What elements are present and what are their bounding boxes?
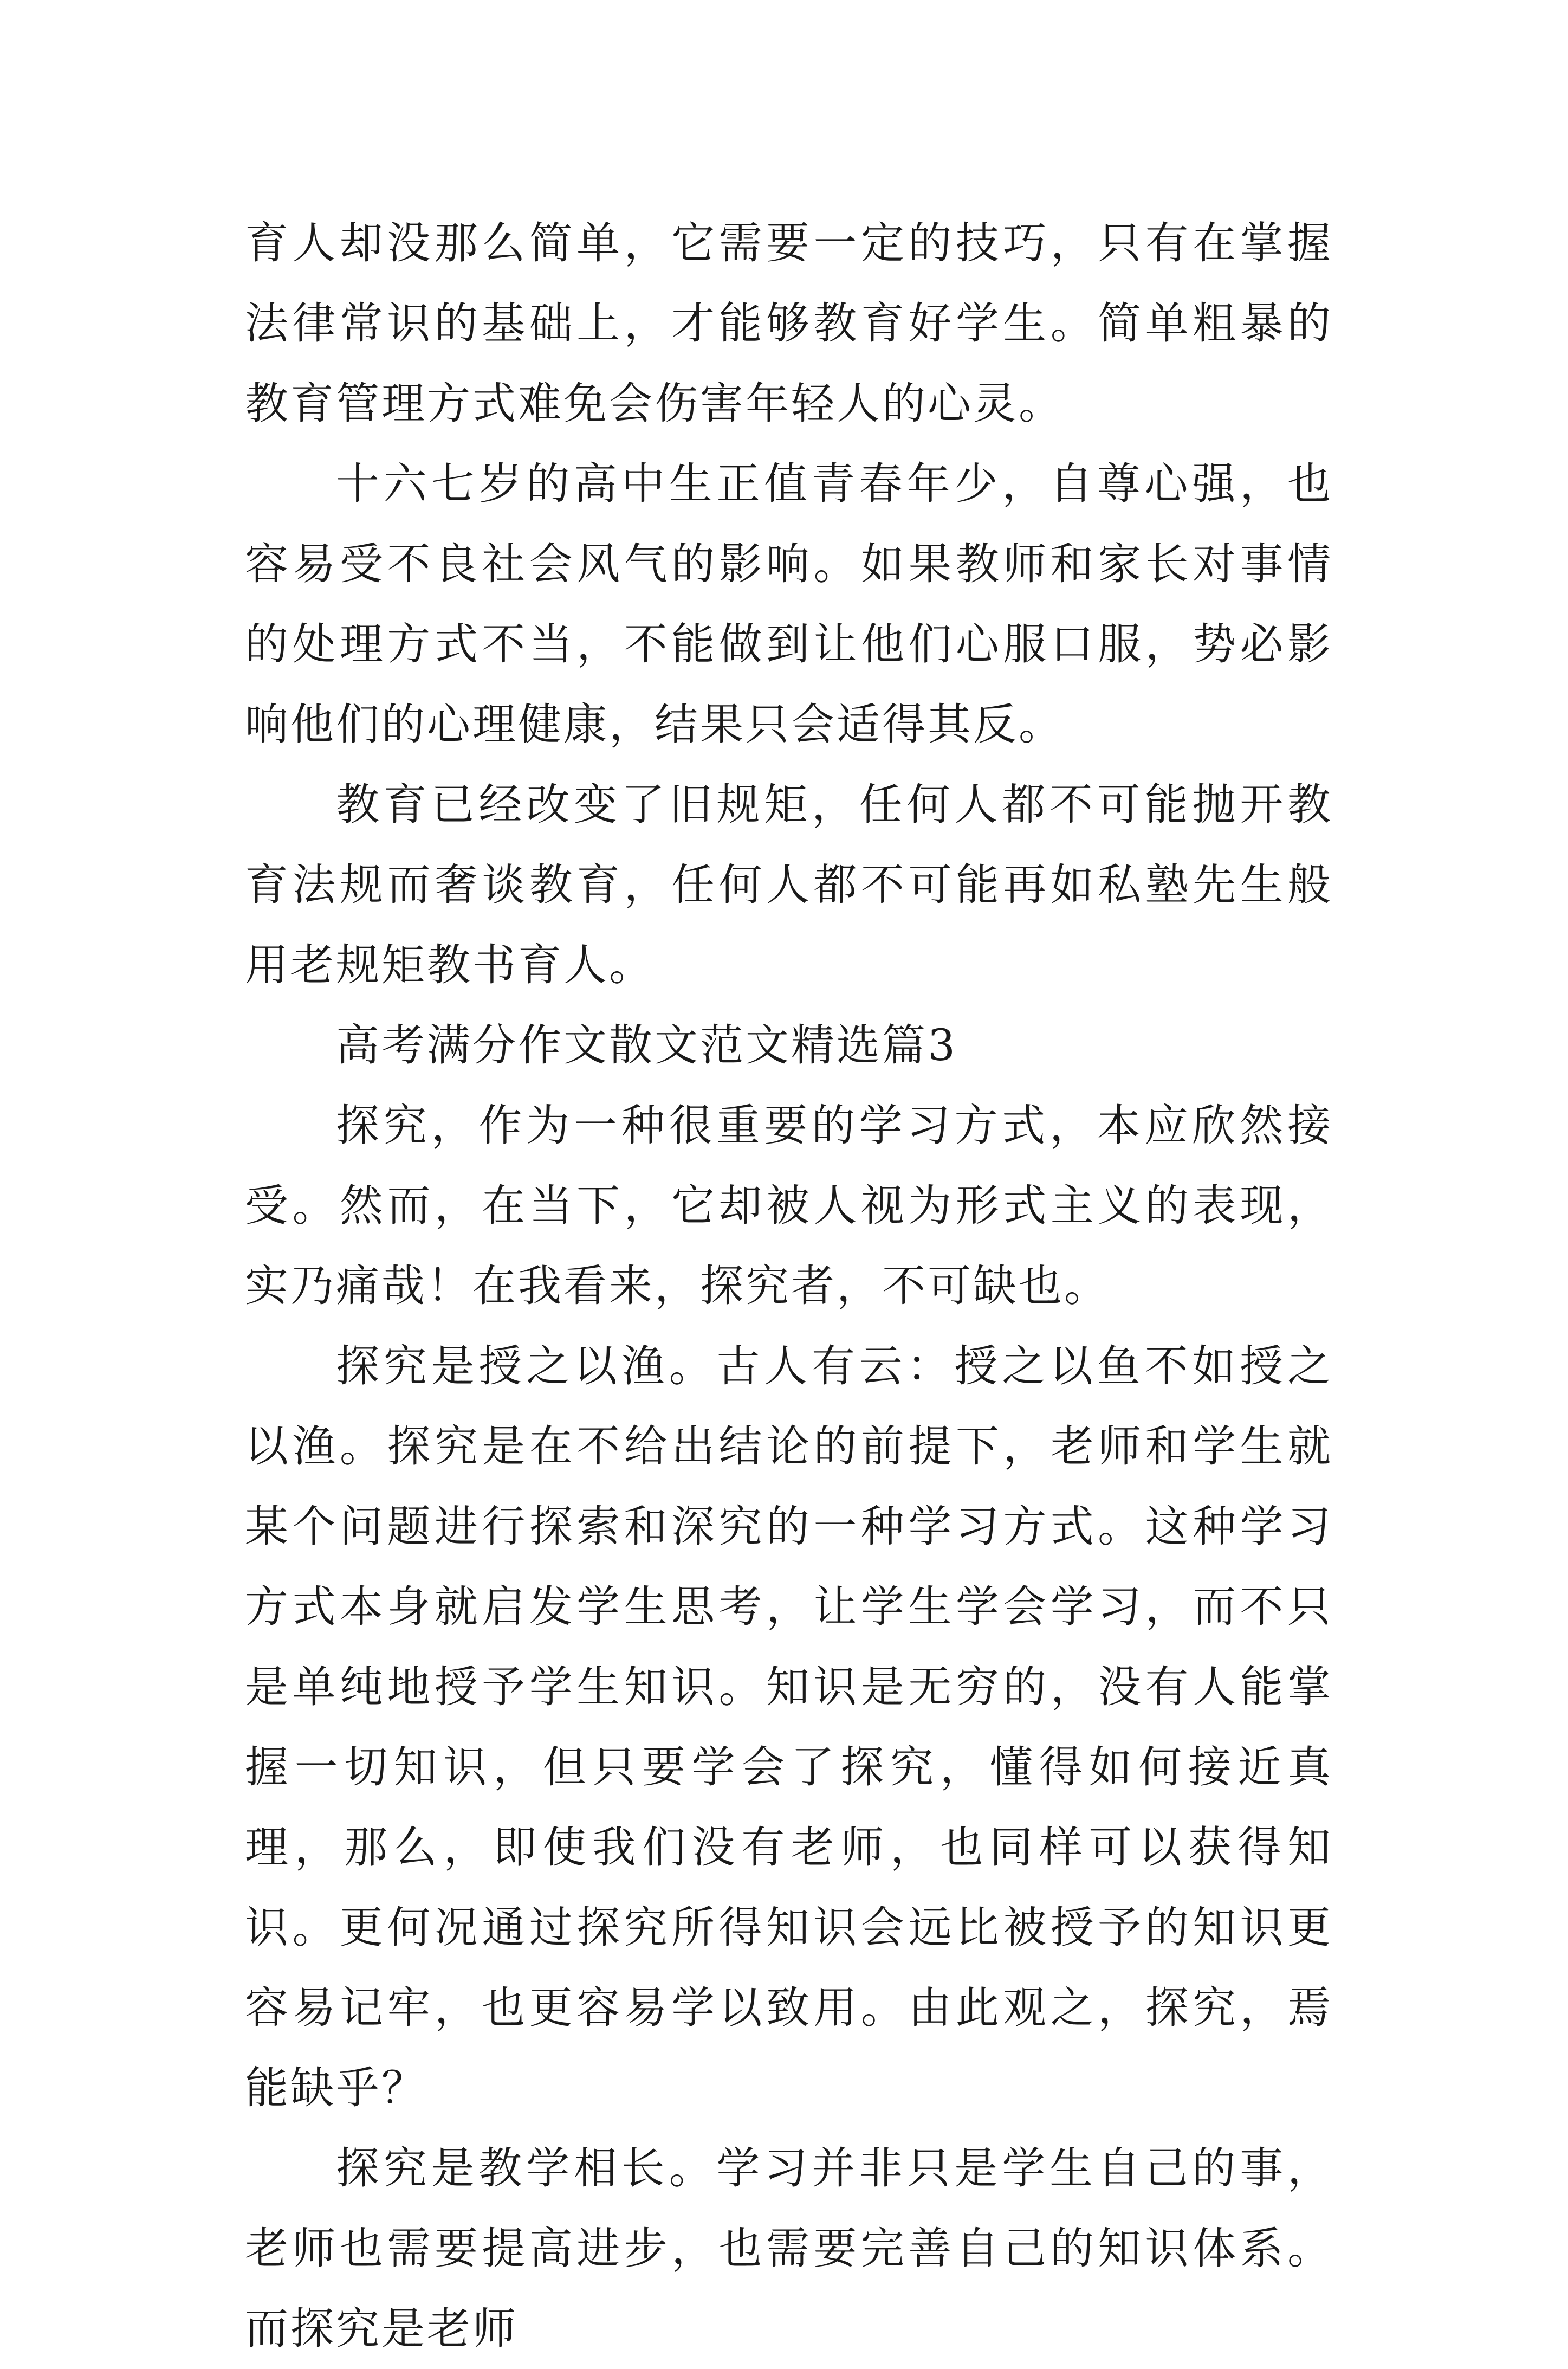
- paragraph: 十六七岁的高中生正值青春年少，自尊心强，也容易受不良社会风气的影响。如果教师和家长对事情的处理方式不当，不能做到让他们心服口服，势必影响他们的心理健康，结果只会适得其反。: [245, 459, 1333, 750]
- section-heading: 高考满分作文散文范文精选篇3: [336, 1020, 957, 1070]
- paragraph: 探究是教学相长。学习并非只是学生自己的事，老师也需要提高进步，也需要完善自己的知识体系。而探究是老师: [245, 2143, 1333, 2354]
- paragraph: 探究，作为一种很重要的学习方式，本应欣然接受。然而，在当下，它却被人视为形式主义的表现，实乃痛哉！在我看来，探究者，不可缺也。: [245, 1100, 1333, 1311]
- document-body: [245, 203, 1333, 2369]
- paragraph: 探究是授之以渔。古人有云：授之以鱼不如授之以渔。探究是在不给出结论的前提下，老师和学生就某个问题进行探索和深究的一种学习方式。这种学习方式本身就启发学生思考，让学生学会学习，而不只是单纯地授予学生知识。知识是无穷的，没有人能掌握一切知识，但只要学会了探究，懂得如何接近真理，那么，即使我们没有老师，也同样可以获得知识。更何况通过探究所得知识会远比被授予的知识更容易记牢，也更容易学以致用。由此观之，探究，焉能缺乎？: [245, 1341, 1333, 2113]
- paragraph: 教育已经改变了旧规矩，任何人都不可能抛开教育法规而奢谈教育，任何人都不可能再如私塾先生般用老规矩教书育人。: [245, 779, 1333, 990]
- paragraph-continuation: 育人却没那么简单，它需要一定的技巧，只有在掌握法律常识的基础上，才能够教育好学生。简单粗暴的教育管理方式难免会伤害年轻人的心灵。: [245, 218, 1333, 429]
